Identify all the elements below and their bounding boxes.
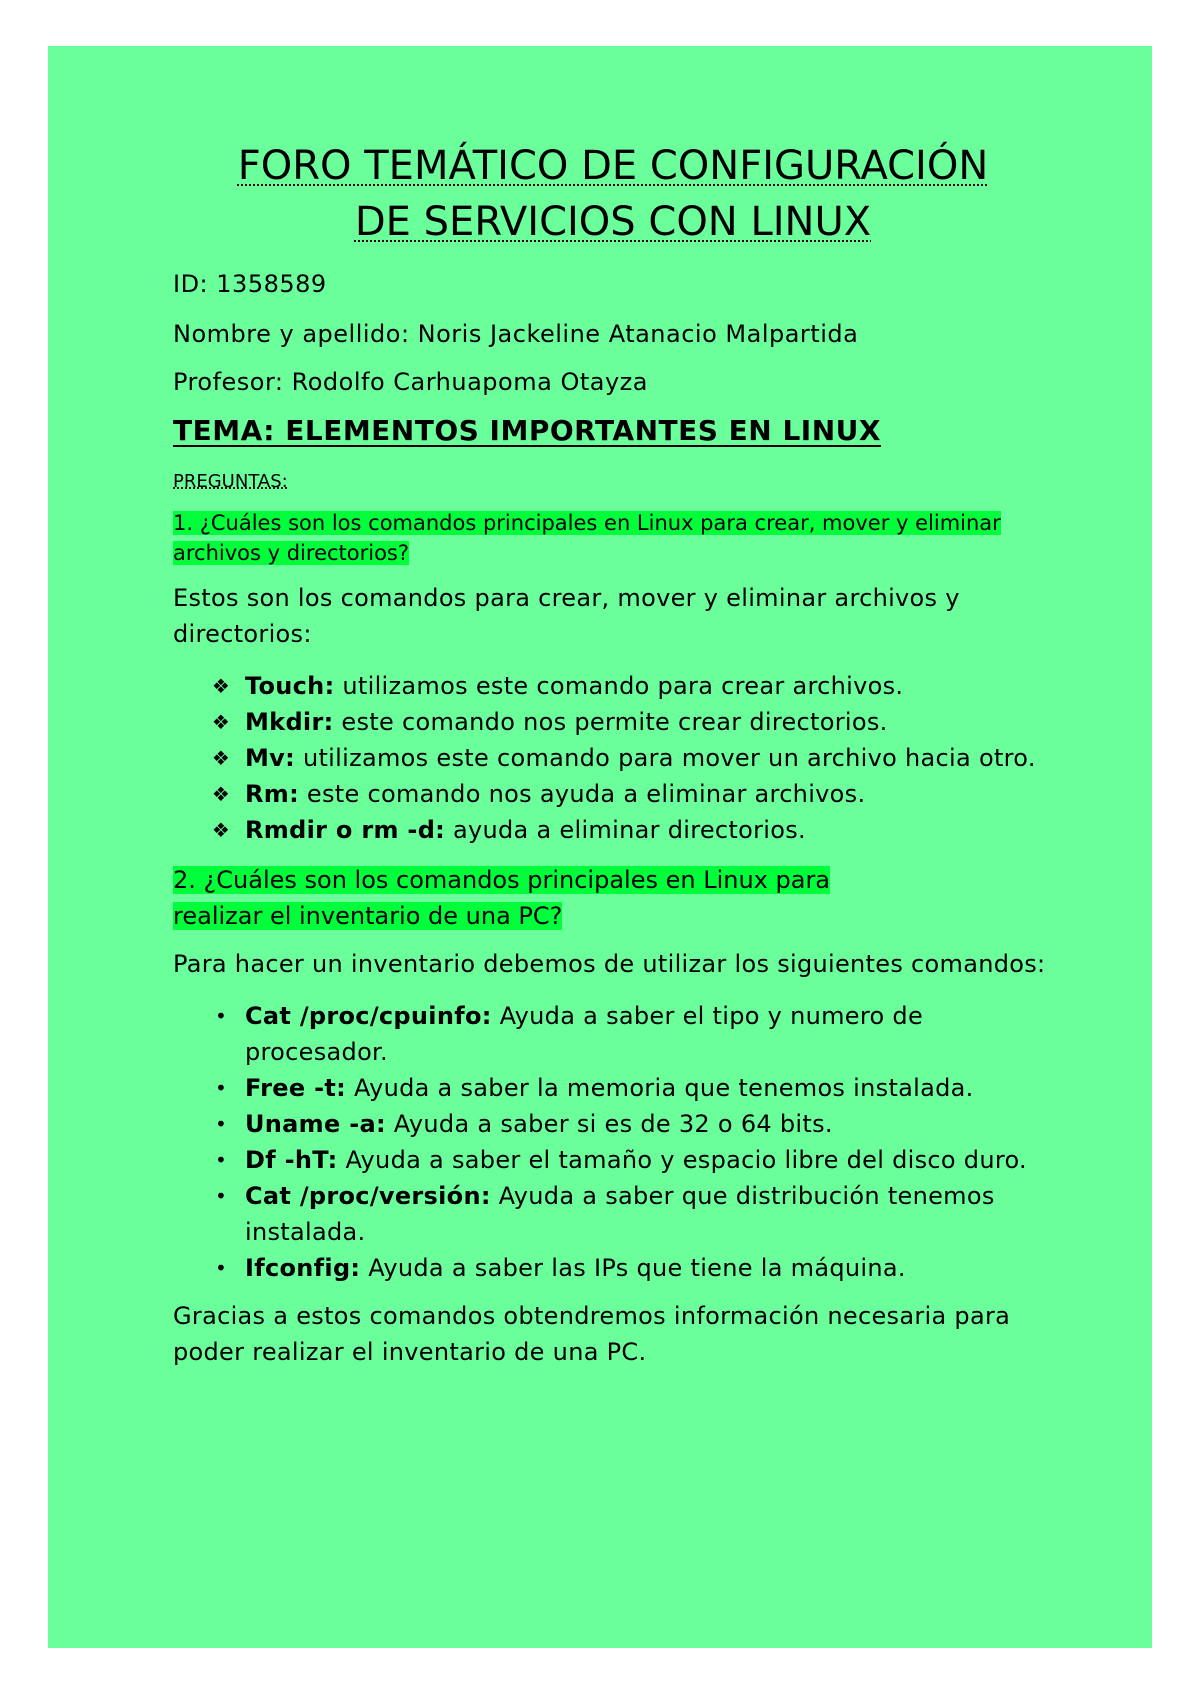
command-term: Df -hT: bbox=[245, 1146, 338, 1174]
command-term: Mkdir: bbox=[245, 708, 334, 736]
command-description: utilizamos este comando para crear archivos. bbox=[334, 672, 904, 700]
command-description: ayuda a eliminar directorios. bbox=[445, 816, 806, 844]
bullet-icon: • bbox=[214, 1112, 228, 1136]
command-term: Uname -a: bbox=[245, 1110, 386, 1138]
list-item bbox=[214, 1070, 1053, 1106]
command-description: utilizamos este comando para mover un archivo hacia otro. bbox=[295, 744, 1036, 772]
question-2-command-list bbox=[173, 998, 1053, 1286]
student-name: Nombre y apellido: Noris Jackeline Atanacio Malpartida bbox=[173, 320, 859, 348]
student-id: ID: 1358589 bbox=[173, 270, 327, 298]
question-1-text: 1. ¿Cuáles son los comandos principales en Linux para crear, mover y eliminar archivos y directorios? bbox=[173, 511, 1001, 565]
question-1-intro: Estos son los comandos para crear, mover y eliminar archivos y directorios: bbox=[173, 584, 960, 648]
list-item bbox=[211, 704, 1053, 740]
command-term: Mv: bbox=[245, 744, 296, 772]
document-title bbox=[173, 138, 1053, 250]
professor-name: Profesor: Rodolfo Carhuapoma Otayza bbox=[173, 368, 648, 396]
list-item bbox=[211, 668, 1053, 704]
question-2-text-line-2: realizar el inventario de una PC? bbox=[173, 902, 563, 930]
question-2-intro: Para hacer un inventario debemos de utilizar los siguientes comandos: bbox=[173, 950, 1046, 978]
list-item bbox=[214, 998, 1053, 1070]
bullet-icon: • bbox=[214, 1256, 228, 1280]
command-term: Rmdir o rm -d: bbox=[245, 816, 446, 844]
diamond-bullet-icon: ❖ bbox=[211, 818, 231, 842]
command-term: Rm: bbox=[245, 780, 299, 808]
list-item bbox=[211, 812, 1053, 848]
command-term: Ifconfig: bbox=[245, 1254, 361, 1282]
question-1 bbox=[173, 508, 1053, 568]
list-item bbox=[214, 1142, 1053, 1178]
question-1-command-list bbox=[173, 668, 1053, 848]
command-description: Ayuda a saber que distribución tenemos instalada. bbox=[245, 1182, 995, 1246]
command-description: Ayuda a saber las IPs que tiene la máquina. bbox=[360, 1254, 906, 1282]
diamond-bullet-icon: ❖ bbox=[211, 746, 231, 770]
bullet-icon: • bbox=[214, 1076, 228, 1100]
command-term: Touch: bbox=[245, 672, 335, 700]
command-description: Ayuda a saber la memoria que tenemos instalada. bbox=[346, 1074, 974, 1102]
list-item bbox=[211, 740, 1053, 776]
command-description: Ayuda a saber el tamaño y espacio libre del disco duro. bbox=[337, 1146, 1027, 1174]
list-item bbox=[211, 776, 1053, 812]
title-line-1: FORO TEMÁTICO DE CONFIGURACIÓN bbox=[237, 143, 989, 189]
diamond-bullet-icon: ❖ bbox=[211, 674, 231, 698]
document-content bbox=[173, 138, 1053, 1370]
bullet-icon: • bbox=[214, 1148, 228, 1172]
document-page bbox=[48, 46, 1152, 1648]
command-description: Ayuda a saber si es de 32 o 64 bits. bbox=[385, 1110, 833, 1138]
conclusion: Gracias a estos comandos obtendremos información necesaria para poder realizar el inventario de una PC. bbox=[173, 1302, 1011, 1366]
list-item bbox=[214, 1106, 1053, 1142]
questions-label: PREGUNTAS: bbox=[173, 471, 288, 492]
command-description: este comando nos ayuda a eliminar archivos. bbox=[299, 780, 866, 808]
command-term: Cat /proc/versión: bbox=[245, 1182, 491, 1210]
command-description: este comando nos permite crear directorios. bbox=[333, 708, 888, 736]
command-term: Free -t: bbox=[245, 1074, 347, 1102]
question-2 bbox=[173, 862, 1053, 934]
command-term: Cat /proc/cpuinfo: bbox=[245, 1002, 492, 1030]
diamond-bullet-icon: ❖ bbox=[211, 782, 231, 806]
title-line-2: DE SERVICIOS CON LINUX bbox=[354, 199, 872, 245]
diamond-bullet-icon: ❖ bbox=[211, 710, 231, 734]
command-description: Ayuda a saber el tipo y numero de procesador. bbox=[245, 1002, 924, 1066]
question-2-text-line-1: 2. ¿Cuáles son los comandos principales en Linux para bbox=[173, 866, 831, 894]
list-item bbox=[214, 1178, 1053, 1250]
bullet-icon: • bbox=[214, 1004, 228, 1028]
topic-heading: TEMA: ELEMENTOS IMPORTANTES EN LINUX bbox=[173, 414, 881, 447]
bullet-icon: • bbox=[214, 1184, 228, 1208]
list-item bbox=[214, 1250, 1053, 1286]
